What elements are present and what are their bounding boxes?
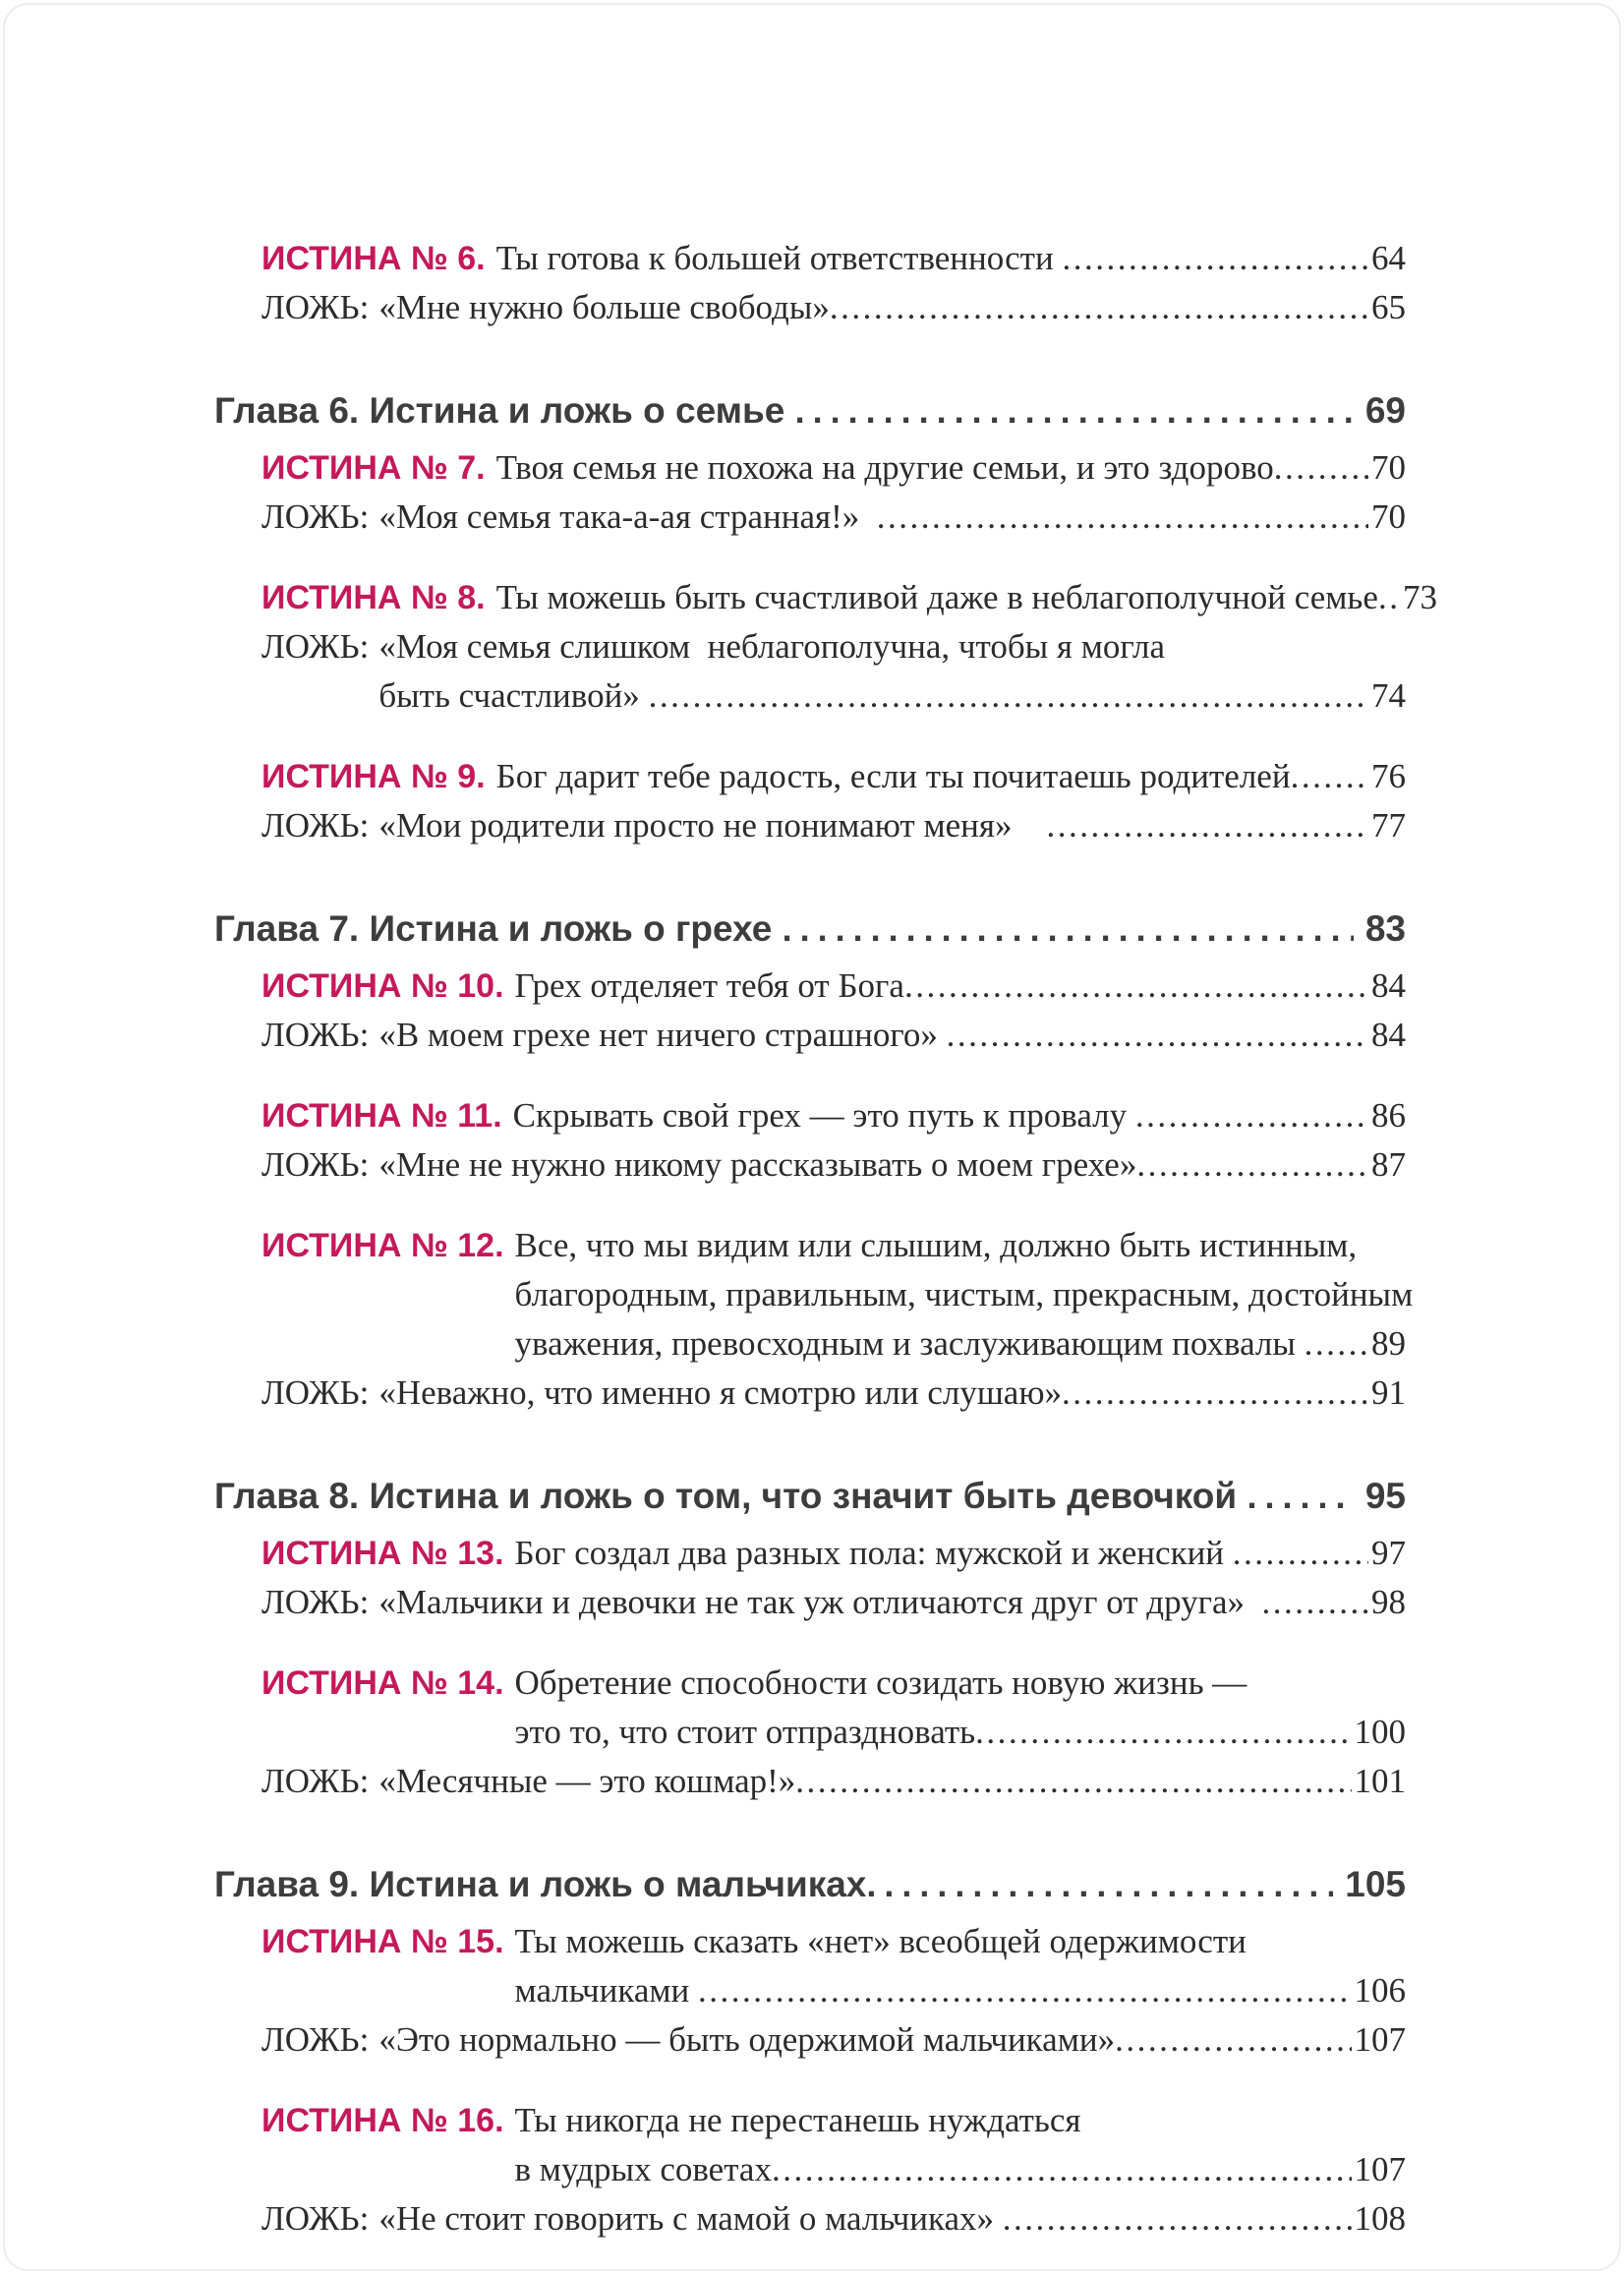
entry-page-number: 64 bbox=[1371, 239, 1406, 277]
chapter-title: Истина и ложь о том, что значит быть девочкой bbox=[369, 1476, 1247, 1516]
entry-line bbox=[378, 1011, 1406, 1060]
entry-text: Грех отделяет тебя от Бога bbox=[514, 966, 904, 1005]
entry-text: Ты никогда не перестанешь нуждаться bbox=[514, 2101, 1081, 2139]
chapter-page-number: 83 bbox=[1364, 908, 1406, 949]
toc-chapter-row bbox=[214, 1857, 1406, 1912]
dot-leader bbox=[1233, 1529, 1368, 1578]
toc-lie-entry bbox=[214, 801, 1406, 850]
dot-leader bbox=[877, 493, 1368, 542]
lie-label: ЛОЖЬ: bbox=[261, 627, 370, 666]
entry-page-number: 65 bbox=[1371, 288, 1406, 326]
entry-line bbox=[515, 1221, 1406, 1270]
lie-label: ЛОЖЬ: bbox=[261, 1583, 370, 1621]
entry-line bbox=[495, 573, 1437, 622]
entry-text: «В моем грехе нет ничего страшного» bbox=[378, 1016, 947, 1054]
dot-leader bbox=[904, 962, 1368, 1011]
dot-leader bbox=[866, 1857, 1333, 1912]
lie-label: ЛОЖЬ: bbox=[261, 2020, 370, 2059]
entry-page-number: 87 bbox=[1371, 1145, 1406, 1184]
entry-page-number: 73 bbox=[1402, 578, 1437, 616]
chapter-title: Истина и ложь о грехе bbox=[369, 908, 783, 949]
entry-page-number: 76 bbox=[1371, 757, 1406, 795]
entry-line bbox=[515, 1966, 1406, 2015]
entry-text: Обретение способности созидать новую жизнь — bbox=[514, 1663, 1247, 1702]
entry-text: «Моя семья така-а-ая странная!» bbox=[378, 497, 877, 536]
entry-body bbox=[515, 1917, 1406, 2015]
dot-leader bbox=[1291, 752, 1368, 801]
toc-truth-entry bbox=[214, 1659, 1406, 1757]
toc-list bbox=[214, 234, 1437, 2244]
entry-text: Скрывать свой грех — это путь к провалу bbox=[512, 1096, 1135, 1135]
entry-page-number: 84 bbox=[1371, 1016, 1406, 1054]
chapter-page-number: 105 bbox=[1345, 1864, 1406, 1904]
toc-lie-entry bbox=[214, 2015, 1406, 2065]
entry-line bbox=[496, 443, 1406, 493]
truth-number-label: ИСТИНА № 14. bbox=[261, 1664, 504, 1702]
entry-page-number: 100 bbox=[1354, 1713, 1406, 1751]
chapter-number-label: Глава 8. bbox=[214, 1476, 370, 1516]
entry-line bbox=[378, 622, 1406, 671]
entry-text: благородным, правильным, чистым, прекрасным, достойным bbox=[514, 1275, 1414, 1313]
entry-body bbox=[378, 801, 1406, 850]
entry-line bbox=[378, 2015, 1406, 2065]
entry-text: «Моя семья слишком неблагополучна, чтобы я могла bbox=[378, 627, 1165, 666]
entry-line bbox=[378, 1757, 1406, 1806]
entry-page-number: 84 bbox=[1371, 966, 1406, 1005]
entry-line bbox=[378, 1140, 1406, 1190]
dot-leader bbox=[795, 383, 1354, 438]
entry-page-number: 77 bbox=[1371, 806, 1406, 845]
lie-label: ЛОЖЬ: bbox=[261, 1762, 370, 1800]
entry-line bbox=[378, 2194, 1406, 2244]
entry-page-number: 106 bbox=[1354, 1971, 1406, 2010]
toc-truth-entry bbox=[214, 234, 1406, 283]
truth-number-label: ИСТИНА № 6. bbox=[261, 240, 486, 277]
chapter-title: Истина и ложь о семье bbox=[369, 390, 795, 431]
truth-number-label: ИСТИНА № 11. bbox=[261, 1097, 502, 1135]
entry-body bbox=[515, 1659, 1406, 1757]
entry-text: «Это нормально — быть одержимой мальчиками» bbox=[378, 2020, 1116, 2059]
entry-body bbox=[378, 1369, 1406, 1418]
toc-truth-entry bbox=[214, 573, 1437, 622]
truth-number-label: ИСТИНА № 13. bbox=[261, 1535, 504, 1572]
entry-text: Бог создал два разных пола: мужской и женский bbox=[514, 1534, 1233, 1572]
dot-leader bbox=[1136, 1140, 1368, 1190]
entry-body bbox=[513, 1091, 1406, 1140]
entry-text: в мудрых советах bbox=[514, 2150, 772, 2188]
truth-number-label: ИСТИНА № 15. bbox=[261, 1923, 504, 1960]
entry-text: «Мои родители просто не понимают меня» bbox=[378, 806, 1047, 845]
chapter-number-label: Глава 6. bbox=[214, 390, 370, 431]
lie-label: ЛОЖЬ: bbox=[261, 288, 370, 326]
dot-leader bbox=[1247, 1469, 1353, 1524]
dot-leader bbox=[947, 1011, 1368, 1060]
entry-page-number: 70 bbox=[1371, 448, 1406, 487]
lie-label: ЛОЖЬ: bbox=[261, 806, 370, 845]
entry-line bbox=[378, 493, 1406, 542]
toc-chapter-row bbox=[214, 1469, 1406, 1524]
dot-leader bbox=[1062, 234, 1368, 283]
entry-body bbox=[515, 1529, 1406, 1578]
toc-lie-entry bbox=[214, 1369, 1406, 1418]
entry-page-number: 86 bbox=[1371, 1096, 1406, 1135]
entry-body bbox=[495, 573, 1437, 622]
dot-leader bbox=[830, 283, 1368, 332]
dot-leader bbox=[1274, 443, 1368, 493]
toc-chapter-row bbox=[214, 902, 1406, 957]
entry-page-number: 108 bbox=[1354, 2199, 1406, 2238]
entry-line bbox=[513, 1091, 1406, 1140]
entry-body bbox=[496, 443, 1406, 493]
lie-label: ЛОЖЬ: bbox=[261, 497, 370, 536]
truth-number-label: ИСТИНА № 10. bbox=[261, 967, 504, 1005]
dot-leader bbox=[1305, 1319, 1368, 1369]
entry-body bbox=[514, 1221, 1414, 1369]
entry-line bbox=[515, 2145, 1406, 2194]
dot-leader bbox=[1378, 573, 1400, 622]
truth-number-label: ИСТИНА № 16. bbox=[261, 2102, 504, 2139]
entry-line bbox=[496, 234, 1406, 283]
entry-page-number: 91 bbox=[1371, 1373, 1406, 1412]
entry-line bbox=[515, 1917, 1406, 1966]
dot-leader bbox=[1062, 1369, 1368, 1418]
entry-text: Ты готова к большей ответственности bbox=[495, 239, 1063, 277]
entry-body bbox=[378, 2015, 1406, 2065]
dot-leader bbox=[1262, 1578, 1368, 1627]
entry-body bbox=[515, 962, 1406, 1011]
toc-truth-entry bbox=[214, 1091, 1406, 1140]
dot-leader bbox=[975, 1708, 1351, 1757]
dot-leader bbox=[1046, 801, 1368, 850]
entry-body bbox=[496, 752, 1406, 801]
entry-line bbox=[515, 1708, 1406, 1757]
entry-line bbox=[515, 1319, 1406, 1369]
dot-leader bbox=[649, 671, 1368, 721]
toc-truth-entry bbox=[214, 1529, 1406, 1578]
entry-page-number: 98 bbox=[1371, 1583, 1406, 1621]
entry-body bbox=[378, 1578, 1406, 1627]
entry-text: «Месячные — это кошмар!» bbox=[378, 1762, 796, 1800]
lie-label: ЛОЖЬ: bbox=[261, 1016, 370, 1054]
toc-lie-entry bbox=[214, 1140, 1406, 1190]
entry-line bbox=[378, 1578, 1406, 1627]
entry-text: «Мальчики и девочки не так уж отличаются друг от друга» bbox=[378, 1583, 1262, 1621]
entry-line bbox=[515, 1529, 1406, 1578]
entry-line bbox=[378, 801, 1406, 850]
toc-truth-entry bbox=[214, 962, 1406, 1011]
entry-page-number: 74 bbox=[1371, 676, 1406, 715]
entry-line bbox=[514, 1270, 1414, 1319]
toc-lie-entry bbox=[214, 1757, 1406, 1806]
entry-page-number: 97 bbox=[1371, 1534, 1406, 1572]
entry-body bbox=[378, 1757, 1406, 1806]
entry-body bbox=[515, 2096, 1406, 2194]
entry-text: «Не стоит говорить с мамой о мальчиках» bbox=[378, 2199, 1003, 2238]
entry-page-number: 107 bbox=[1354, 2150, 1406, 2188]
entry-text: Ты можешь сказать «нет» всеобщей одержимости bbox=[514, 1922, 1247, 1960]
entry-text: уважения, превосходным и заслуживающим похвалы bbox=[514, 1324, 1305, 1363]
entry-body bbox=[378, 2194, 1406, 2244]
entry-line bbox=[496, 752, 1406, 801]
toc-truth-entry bbox=[214, 443, 1406, 493]
lie-label: ЛОЖЬ: bbox=[261, 2199, 370, 2238]
truth-number-label: ИСТИНА № 12. bbox=[261, 1227, 504, 1264]
toc-truth-entry bbox=[214, 2096, 1406, 2194]
entry-text: «Неважно, что именно я смотрю или слушаю» bbox=[378, 1373, 1062, 1412]
entry-text: это то, что стоит отпраздновать bbox=[514, 1713, 976, 1751]
dot-leader bbox=[698, 1966, 1351, 2015]
entry-text: мальчиками bbox=[514, 1971, 699, 2010]
entry-page-number: 107 bbox=[1354, 2020, 1406, 2059]
toc-lie-entry bbox=[214, 283, 1406, 332]
entry-line bbox=[515, 2096, 1406, 2145]
entry-line bbox=[515, 1659, 1406, 1708]
toc-lie-entry bbox=[214, 2194, 1406, 2244]
entry-page-number: 70 bbox=[1371, 497, 1406, 536]
dot-leader bbox=[795, 1757, 1351, 1806]
entry-body bbox=[378, 283, 1406, 332]
chapter-page-number: 95 bbox=[1364, 1476, 1406, 1516]
chapter-title: Истина и ложь о мальчиках bbox=[369, 1864, 867, 1904]
dot-leader bbox=[783, 902, 1354, 957]
toc-lie-entry bbox=[214, 1011, 1406, 1060]
entry-body bbox=[378, 1140, 1406, 1190]
entry-body bbox=[496, 234, 1406, 283]
entry-body bbox=[378, 1011, 1406, 1060]
dot-leader bbox=[1003, 2194, 1352, 2244]
entry-page-number: 89 bbox=[1371, 1324, 1406, 1363]
entry-text: Ты можешь быть счастливой даже в неблагополучной семье bbox=[495, 578, 1378, 616]
truth-number-label: ИСТИНА № 7. bbox=[261, 449, 486, 487]
entry-text: быть счастливой» bbox=[378, 676, 649, 715]
toc-lie-entry bbox=[214, 622, 1406, 721]
toc-truth-entry bbox=[214, 752, 1406, 801]
lie-label: ЛОЖЬ: bbox=[261, 1373, 370, 1412]
entry-text: Бог дарит тебе радость, если ты почитаешь родителей bbox=[495, 757, 1291, 795]
toc-lie-entry bbox=[214, 493, 1406, 542]
entry-text: Твоя семья не похожа на другие семьи, и это здорово bbox=[495, 448, 1274, 487]
toc-truth-entry bbox=[214, 1917, 1406, 2015]
entry-text: Все, что мы видим или слышим, должно быть истинным, bbox=[514, 1226, 1358, 1264]
entry-line bbox=[515, 962, 1406, 1011]
entry-text: «Мне нужно больше свободы» bbox=[378, 288, 830, 326]
entry-text: «Мне не нужно никому рассказывать о моем грехе» bbox=[378, 1145, 1137, 1184]
dot-leader bbox=[1135, 1091, 1368, 1140]
chapter-page-number: 69 bbox=[1364, 390, 1406, 431]
toc-lie-entry bbox=[214, 1578, 1406, 1627]
entry-line bbox=[378, 1369, 1406, 1418]
entry-line bbox=[378, 671, 1406, 721]
toc-chapter-row bbox=[214, 383, 1406, 438]
lie-label: ЛОЖЬ: bbox=[261, 1145, 370, 1184]
dot-leader bbox=[1115, 2015, 1351, 2065]
chapter-number-label: Глава 7. bbox=[214, 908, 370, 949]
entry-page-number: 101 bbox=[1354, 1762, 1406, 1800]
chapter-number-label: Глава 9. bbox=[214, 1864, 370, 1904]
truth-number-label: ИСТИНА № 9. bbox=[261, 758, 486, 795]
toc-truth-entry bbox=[214, 1221, 1414, 1369]
truth-number-label: ИСТИНА № 8. bbox=[261, 579, 486, 616]
entry-line bbox=[378, 283, 1406, 332]
entry-body bbox=[378, 493, 1406, 542]
entry-body bbox=[378, 622, 1406, 721]
dot-leader bbox=[772, 2145, 1352, 2194]
